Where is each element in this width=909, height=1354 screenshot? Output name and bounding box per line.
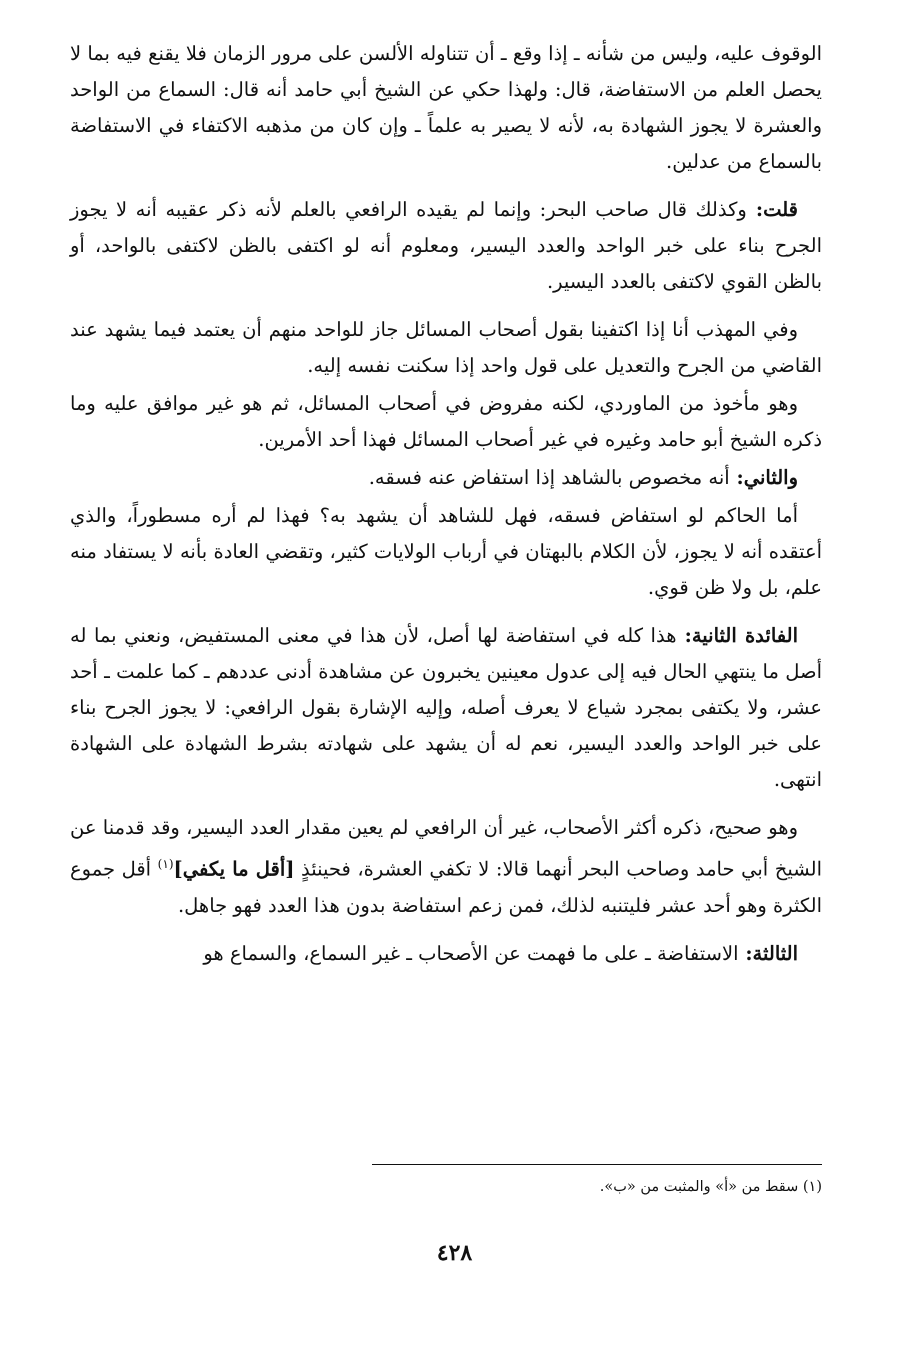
paragraph-thalitha bbox=[70, 936, 822, 972]
paragraph-text: الوقوف عليه، وليس من شأنه ـ إذا وقع ـ أن تتناوله الألسن على مرور الزمان فلا يقنع فيه بما لا يحصل العلم من الاستفاضة، قال: ولهذا حكي عن الشيخ أبي حامد أنه قال: السماع من الواحد والعشرة لا يجوز الشهادة به، لأنه لا يصير به علماً ـ وإن كان من مذهبه الاكتفاء في الاستفاضة بالسماع من عدلين. bbox=[70, 42, 822, 173]
paragraph-lead: والثاني: bbox=[729, 466, 798, 489]
paragraph-text: أنه مخصوص بالشاهد إذا استفاض عنه فسقه. bbox=[368, 466, 730, 489]
paragraph-lead: قلت: bbox=[746, 198, 799, 221]
paragraph-text-before: وهو صحيح، ذكره أكثر الأصحاب، غير أن الرافعي لم يعين مقدار العدد اليسير، وقد قدمنا عن الشيخ أبي حامد وصاحب البحر أنهما قالا: لا تكفي العشرة، فحينئذٍ bbox=[70, 816, 822, 881]
paragraph-text: أما الحاكم لو استفاض فسقه، فهل للشاهد أن يشهد به؟ فهذا لم أره مسطوراً، والذي أعتقده أنه لا يجوز، لأن الكلام بالبهتان في أرباب الولايات كثير، وتقضي العادة بأنه لا يستفاد منه علم، بل ولا ظن قوي. bbox=[70, 504, 822, 599]
bracketed-insertion: [أقل ما يكفي] bbox=[173, 857, 295, 881]
footnote: (١) سقط من «أ» والمثبت من «ب». bbox=[599, 1179, 822, 1195]
paragraph-mawardi bbox=[70, 386, 822, 458]
footnote-divider bbox=[372, 1164, 822, 1165]
paragraph-lead: الثالثة: bbox=[738, 941, 798, 965]
paragraph-muhadhdhab bbox=[70, 312, 822, 384]
paragraph-text: وفي المهذب أنا إذا اكتفينا بقول أصحاب المسائل جاز للواحد منهم أن يعتمد فيما يشهد عند القاضي من الجرح والتعديل على قول واحد إذا سكنت نفسه إليه. bbox=[70, 318, 822, 377]
paragraph-thani bbox=[70, 460, 822, 496]
paragraph-text: وكذلك قال صاحب البحر: وإنما لم يقيده الرافعي بالعلم لأنه ذكر عقيبه أنه لا يجوز الجرح بناء على خبر الواحد والعدد اليسير، ومعلوم أنه لو اكتفى بالظن لاكتفى بالواحد، أو بالظن القوي لاكتفى بالعدد اليسير. bbox=[70, 198, 822, 293]
paragraph-text-after: أقل جموع الكثرة وهو أحد عشر فليتنبه لذلك، فمن زعم استفاضة بدون هذا العدد فهو جاهل. bbox=[70, 857, 822, 917]
paragraph-faida-thaniya bbox=[70, 618, 822, 798]
paragraph-hakim bbox=[70, 498, 822, 606]
paragraph-qultu bbox=[70, 192, 822, 300]
paragraph-text: الاستفاضة ـ على ما فهمت عن الأصحاب ـ غير السماع، والسماع هو bbox=[203, 941, 739, 965]
paragraph-lead: الفائدة الثانية: bbox=[676, 624, 798, 647]
page-number: ٤٢٨ bbox=[436, 1240, 473, 1266]
paragraph-sahih bbox=[70, 810, 822, 924]
paragraph-continuation bbox=[70, 36, 822, 180]
paragraph-text: هذا كله في استفاضة لها أصل، لأن هذا في معنى المستفيض، ونعني بما له أصل ما ينتهي الحال فيه إلى عدول معينين يخبرون عن مشاهدة أدنى عددهم ـ كما علمت ـ أحد عشر، ولا يكتفى بمجرد شياع لا يعرف أصله، وإليه الإشارة بقول الرافعي: لا يجوز الجرح بناء على خبر الواحد والعدد اليسير، نعم له أن يشهد على شهادته بشرط الشهادة على الشهادة انتهى. bbox=[70, 624, 822, 791]
footnote-reference: (١) bbox=[157, 857, 174, 871]
paragraph-text: وهو مأخوذ من الماوردي، لكنه مفروض في أصحاب المسائل، ثم هو غير موافق عليه وما ذكره الشيخ أبو حامد وغيره في غير أصحاب المسائل فهذا أحد الأمرين. bbox=[70, 392, 822, 451]
page-body bbox=[70, 36, 822, 972]
